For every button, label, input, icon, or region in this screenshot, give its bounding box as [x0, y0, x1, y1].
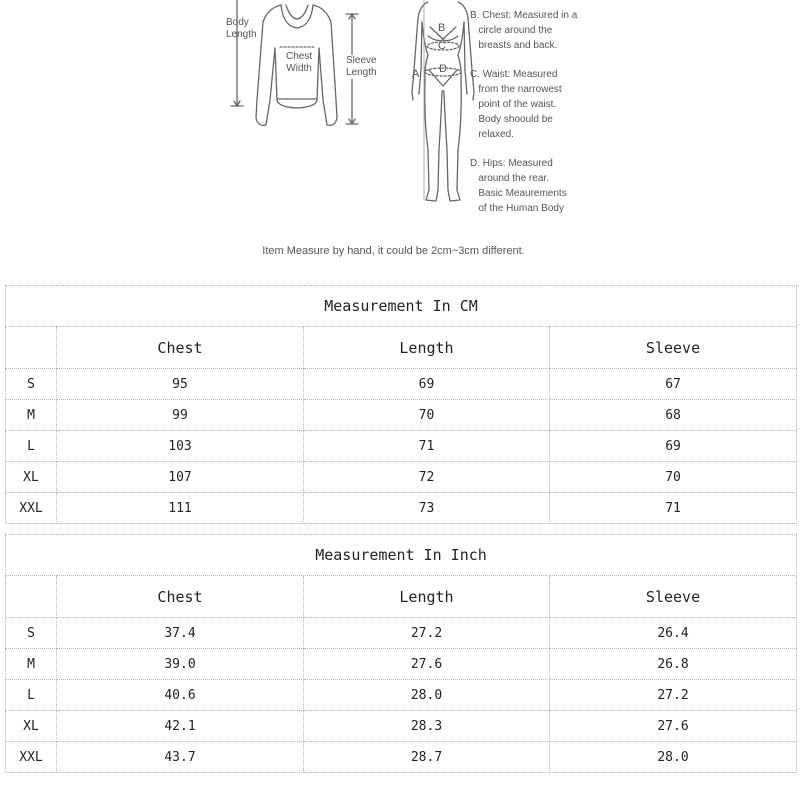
header-length: Length: [304, 327, 550, 369]
chest-cell: 40.6: [57, 680, 304, 711]
sleeve-cell: 27.2: [550, 680, 797, 711]
table-title-row: [6, 286, 797, 327]
sleeve-cell: 69: [550, 431, 797, 462]
length-cell: 27.6: [304, 649, 550, 680]
table-row: [6, 462, 797, 493]
table-row: [6, 369, 797, 400]
sleeve-cell: 26.4: [550, 618, 797, 649]
body-length-label: [226, 17, 257, 41]
length-cell: 28.0: [304, 680, 550, 711]
marker-d: D: [439, 63, 447, 75]
chest-cell: 99: [57, 400, 304, 431]
chest-cell: 111: [57, 493, 304, 524]
length-cell: 71: [304, 431, 550, 462]
chest-cell: 39.0: [57, 649, 304, 680]
chest-cell: 37.4: [57, 618, 304, 649]
sleeve-cell: 28.0: [550, 742, 797, 773]
chest-cell: 43.7: [57, 742, 304, 773]
table-row: [6, 742, 797, 773]
table-title: Measurement In Inch: [6, 535, 797, 576]
length-cell: 27.2: [304, 618, 550, 649]
table-row: [6, 680, 797, 711]
length-cell: 72: [304, 462, 550, 493]
header-length: Length: [304, 576, 550, 618]
sleeve-cell: 26.8: [550, 649, 797, 680]
table-header-row: [6, 576, 797, 618]
table-row: [6, 649, 797, 680]
chest-cell: 103: [57, 431, 304, 462]
header-chest: Chest: [57, 327, 304, 369]
length-cell: 73: [304, 493, 550, 524]
measurement-diagram: [0, 0, 800, 285]
table-title-row: [6, 535, 797, 576]
chest-note: B. Chest: Measured in a circle around the breasts and back.: [470, 10, 578, 51]
table-row: [6, 493, 797, 524]
measurement-table-cm: [5, 285, 797, 524]
size-cell: S: [6, 618, 57, 649]
size-cell: XXL: [6, 493, 57, 524]
chest-width-label-line1: Chest: [286, 51, 313, 62]
table-row: [6, 431, 797, 462]
sleeve-length-label: [346, 55, 377, 79]
marker-a: A: [412, 68, 420, 80]
size-cell: M: [6, 649, 57, 680]
size-cell: XXL: [6, 742, 57, 773]
length-cell: 70: [304, 400, 550, 431]
measurement-table-inch: [5, 534, 797, 773]
table-row: [6, 618, 797, 649]
sleeve-cell: 71: [550, 493, 797, 524]
header-sleeve: Sleeve: [550, 576, 797, 618]
header-sleeve: Sleeve: [550, 327, 797, 369]
table-row: [6, 711, 797, 742]
hips-note: D. Hips: Measured around the rear. Basic Meaurements of the Human Body: [470, 158, 567, 214]
sleeve-cell: 27.6: [550, 711, 797, 742]
table-header-row: [6, 327, 797, 369]
size-cell: S: [6, 369, 57, 400]
header-chest: Chest: [57, 576, 304, 618]
chest-cell: 42.1: [57, 711, 304, 742]
chest-width-label-line2: Width: [286, 63, 312, 74]
chest-cell: 95: [57, 369, 304, 400]
length-cell: 69: [304, 369, 550, 400]
body-length-label-line1: Body: [226, 17, 249, 28]
measure-footnote: Item Measure by hand, it could be 2cm~3cm different.: [262, 245, 525, 257]
size-cell: M: [6, 400, 57, 431]
body-length-label-line2: Length: [226, 29, 257, 40]
header-size-cell: [6, 576, 57, 618]
waist-note: C. Waist: Measured from the narrowest point of the waist. Body shoould be relaxed.: [470, 69, 562, 140]
sleeve-cell: 67: [550, 369, 797, 400]
header-size-cell: [6, 327, 57, 369]
size-cell: L: [6, 431, 57, 462]
sleeve-cell: 68: [550, 400, 797, 431]
table-title: Measurement In CM: [6, 286, 797, 327]
chest-width-label: [286, 51, 312, 75]
marker-b: B: [438, 22, 446, 34]
sleeve-length-label-line1: Sleeve: [346, 55, 377, 66]
body-length-arrow-icon: [231, 0, 243, 106]
chest-cell: 107: [57, 462, 304, 493]
size-cell: XL: [6, 711, 57, 742]
size-cell: L: [6, 680, 57, 711]
diagram-drawing: [0, 0, 800, 245]
sleeve-length-label-line2: Length: [346, 67, 377, 78]
length-cell: 28.7: [304, 742, 550, 773]
size-cell: XL: [6, 462, 57, 493]
length-cell: 28.3: [304, 711, 550, 742]
marker-c: C: [438, 40, 446, 52]
sleeve-cell: 70: [550, 462, 797, 493]
table-row: [6, 400, 797, 431]
